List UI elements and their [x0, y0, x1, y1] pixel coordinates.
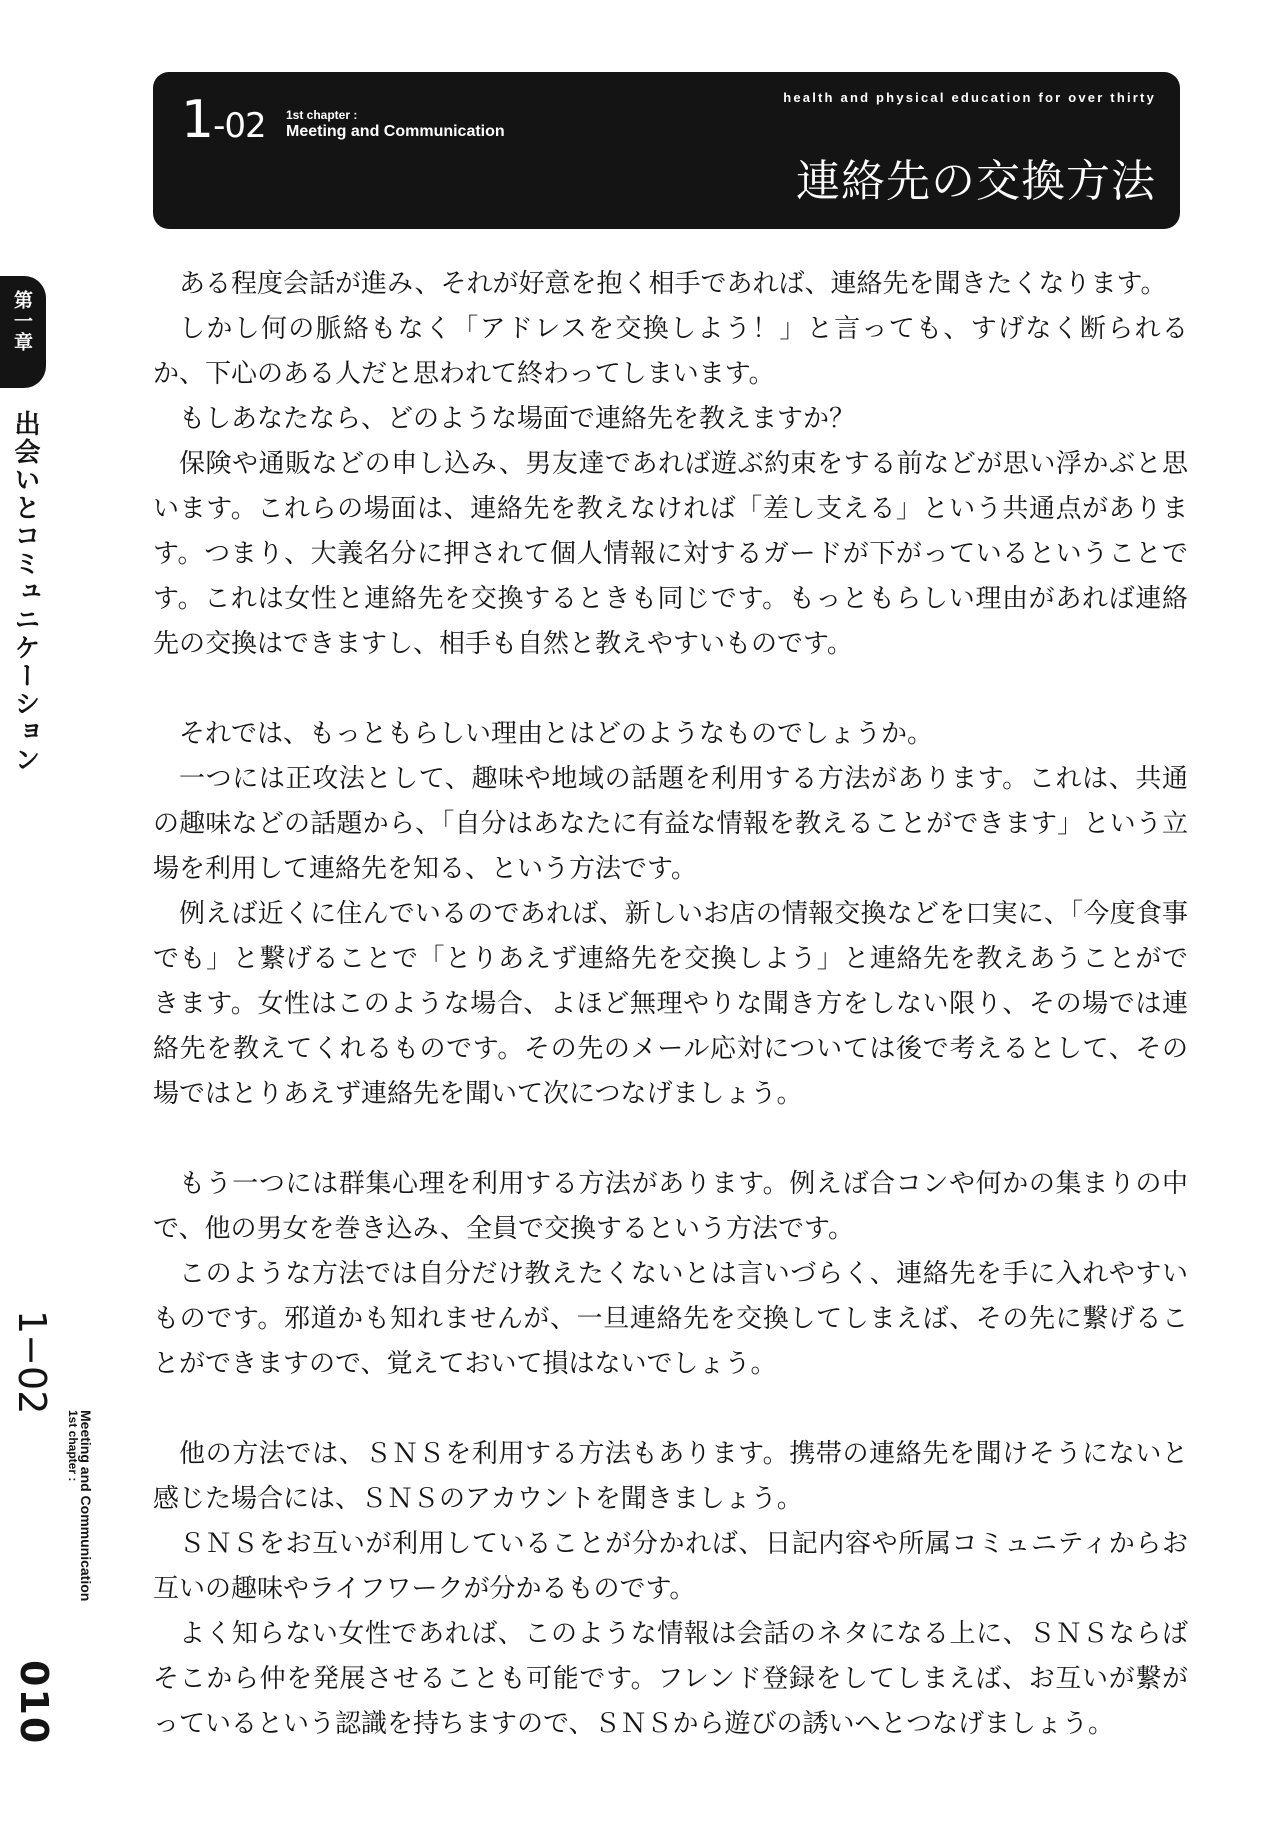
- section-number-sub: -02: [213, 106, 266, 146]
- paragraph-gap: [153, 1117, 1188, 1162]
- side-section-number: [12, 1310, 52, 1414]
- paragraph: それでは、もっともらしい理由とはどのようなものでしょうか。: [179, 719, 934, 749]
- paragraph: もしあなたなら、どのような場面で連絡先を教えますか？: [179, 404, 856, 434]
- side-number: 1−02: [10, 1310, 54, 1415]
- paragraph: 例えば近くに住んでいるのであれば、新しいお店の情報交換などを口実に、「今度食事でも」と繋げることで「とりあえず連絡先を交換しよう」と連絡先を教えあうことができます。女性はこのような場合、よほど無理やりな聞き方をしない限り、その場では連絡先を教えてくれるものです。その先のメール応対については後で考えるとして、その場ではとりあえず連絡先を聞いて次につなげましょう。: [153, 899, 1188, 1109]
- section-number-main: 1: [181, 90, 214, 150]
- section-number: [181, 92, 266, 154]
- paragraph-gap: [153, 1387, 1188, 1432]
- paragraph: ある程度会話が進み、それが好意を抱く相手であれば、連絡先を聞きたくなります。: [179, 269, 1167, 299]
- page-number: 010: [12, 1660, 56, 1746]
- book-tagline: health and physical education for over thirty: [783, 90, 1156, 105]
- paragraph: よく知らない女性であれば、このような情報は会話のネタになる上に、ＳＮＳならばそこから仲を発展させることも可能です。フレンド登録をしてしまえば、お互いが繋がっているという認識を持ちますので、ＳＮＳから遊びの誘いへとつなげましょう。: [153, 1619, 1188, 1739]
- paragraph: もう一つには群集心理を利用する方法があります。例えば合コンや何かの集まりの中で、他の男女を巻き込み、全員で交換するという方法です。: [153, 1169, 1188, 1244]
- side-section-title: 出会いとコミュニケーション: [10, 410, 40, 774]
- side-chapter-label: 1st chapter :: [66, 1410, 80, 1482]
- paragraph: 保険や通販などの申し込み、男友達であれば遊ぶ約束をする前などが思い浮かぶと思います。これらの場面は、連絡先を教えなければ「差し支える」という共通点があります。つまり、大義名分に押されて個人情報に対するガードが下がっているということです。これは女性と連絡先を交換するときも同じです。もっともらしい理由があれば連絡先の交換はできますし、相手も自然と教えやすいものです。: [153, 449, 1188, 659]
- paragraph: ＳＮＳをお互いが利用していることが分かれば、日記内容や所属コミュニティからお互いの趣味やライフワークが分かるものです。: [153, 1529, 1188, 1604]
- chapter-header-banner: [153, 72, 1180, 229]
- chapter-label: 1st chapter :: [286, 108, 358, 122]
- chapter-title: Meeting and Communication: [286, 123, 505, 140]
- chapter-tab-label: 第一章: [11, 290, 33, 353]
- paragraph: しかし何の脈絡もなく「アドレスを交換しよう！」と言っても、すげなく断られるか、下心のある人だと思われて終わってしまいます。: [153, 314, 1188, 389]
- chapter-tab: [0, 276, 46, 388]
- paragraph: 一つには正攻法として、趣味や地域の話題を利用する方法があります。これは、共通の趣味などの話題から、「自分はあなたに有益な情報を教えることができます」という立場を利用して連絡先を知る、という方法です。: [153, 764, 1188, 884]
- body-text: [153, 262, 1188, 1747]
- paragraph: 他の方法では、ＳＮＳを利用する方法もあります。携帯の連絡先を聞けそうにないと感じた場合には、ＳＮＳのアカウントを聞きましょう。: [153, 1439, 1188, 1514]
- paragraph-gap: [153, 667, 1188, 712]
- paragraph: このような方法では自分だけ教えたくないとは言いづらく、連絡先を手に入れやすいものです。邪道かも知れませんが、一旦連絡先を交換してしまえば、その先に繋げることができますので、覚えておいて損はないでしょう。: [153, 1259, 1188, 1379]
- side-chapter-title: Meeting and Communication: [78, 1410, 94, 1602]
- page-title: 連絡先の交換方法: [796, 156, 1156, 207]
